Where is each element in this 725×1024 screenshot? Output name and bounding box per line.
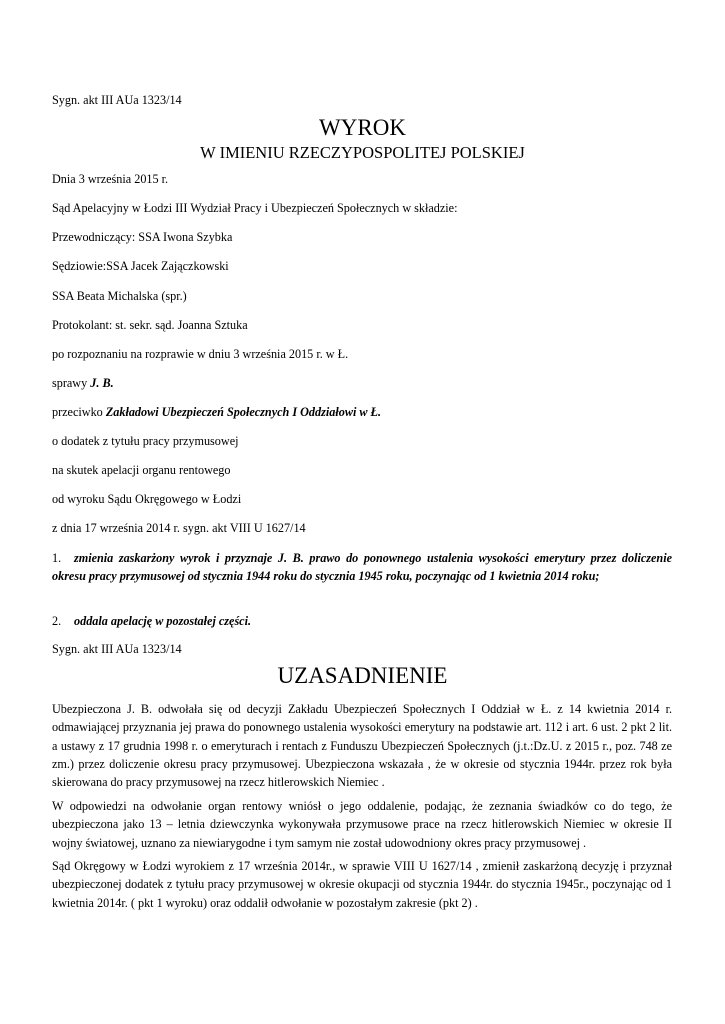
- judges: Sędziowie:SSA Jacek Zajączkowski: [52, 259, 229, 273]
- judgment-date: Dnia 3 września 2015 r.: [52, 172, 169, 186]
- justification-heading: UZASADNIENIE: [277, 663, 448, 688]
- case-prefix: sprawy: [52, 376, 91, 390]
- case-subject: o dodatek z tytułu pracy przymusowej: [52, 434, 239, 448]
- lower-court-judgment-date: z dnia 17 września 2014 r. sygn. akt VIII U 1627/14: [52, 521, 306, 535]
- case-party: J. B.: [90, 376, 114, 390]
- ruling-text: zmienia zaskarżony wyrok i przyznaje J. B. prawo do ponownego ustalenia wysokości emerytury przez doliczenie okresu pracy przymusowej od stycznia 1944 roku do stycznia 1945 roku, poczynając od 1 kwietnia 2014 roku;: [52, 551, 672, 584]
- ruling-number: 1.: [52, 551, 62, 565]
- lower-court-judgment: od wyroku Sądu Okręgowego w Łodzi: [52, 492, 242, 506]
- case-party-line: [52, 376, 114, 390]
- case-reference-top: Sygn. akt III AUa 1323/14: [52, 93, 182, 107]
- against-party-line: [52, 405, 381, 419]
- ruling-text: oddala apelację w pozostałej części.: [74, 614, 252, 628]
- presiding-judge: Przewodniczący: SSA Iwona Szybka: [52, 230, 233, 244]
- justification-paragraph: Sąd Okręgowy w Łodzi wyrokiem z 17 września 2014r., w sprawie VIII U 1627/14 , zmienił zaskarżoną decyzję i przyznał ubezpieczonej dodatek z tytułu pracy przymusowej w okresie okupacji od stycznia 1944r. do stycznia 1945r., poczynając od 1 kwietnia 2014r. ( pkt 1 wyroku) oraz oddalił odwołanie w pozostałym zakresie (pkt 2) .: [52, 859, 672, 910]
- judge-rapporteur: SSA Beata Michalska (spr.): [52, 289, 187, 303]
- ruling-item-1: [52, 549, 672, 586]
- ruling-item-2: [52, 612, 672, 630]
- case-reference-justification: Sygn. akt III AUa 1323/14: [52, 642, 182, 656]
- ruling-number: 2.: [52, 614, 62, 628]
- judgment-title: WYROK: [319, 115, 406, 140]
- court-composition: Sąd Apelacyjny w Łodzi III Wydział Pracy i Ubezpieczeń Społecznych w składzie:: [52, 201, 458, 215]
- against-prefix: przeciwko: [52, 405, 106, 419]
- hearing-info: po rozpoznaniu na rozprawie w dniu 3 września 2015 r. w Ł.: [52, 347, 349, 361]
- appeal-info: na skutek apelacji organu rentowego: [52, 463, 231, 477]
- against-party: Zakładowi Ubezpieczeń Społecznych I Oddziałowi w Ł.: [105, 405, 382, 419]
- justification-paragraph: W odpowiedzi na odwołanie organ rentowy wniósł o jego oddalenie, podając, że zeznania świadków co do tego, że ubezpieczona jako 13 – letnia dziewczynka wykonywała przymusowe prace na rzecz hitlerowskich Niemiec w okresie II wojny światowej, uznano za niewiarygodne i tym samym nie został udowodniony okres pracy przymusowej .: [52, 799, 672, 850]
- judgment-subtitle: W IMIENIU RZECZYPOSPOLITEJ POLSKIEJ: [200, 143, 525, 162]
- court-clerk: Protokolant: st. sekr. sąd. Joanna Sztuka: [52, 318, 248, 332]
- justification-paragraph: Ubezpieczona J. B. odwołała się od decyzji Zakładu Ubezpieczeń Społecznych I Oddział w Ł. z 14 kwietnia 2014 r. odmawiającej przyznania jej prawa do ponownego ustalenia wysokości emerytury na podstawie art. 112 i art. 6 ust. 2 pkt 2 lit. a ustawy z 17 grudnia 1998 r. o emeryturach i rentach z Funduszu Ubezpieczeń Społecznych (j.t.:Dz.U. z 2015 r., poz. 748 ze zm.) przez doliczenie okresu pracy przymusowej. Ubezpieczona wskazała , że w okresie od stycznia 1944r. przez rok była skierowana do pracy przymusowej na rzecz hitlerowskich Niemiec .: [52, 702, 672, 790]
